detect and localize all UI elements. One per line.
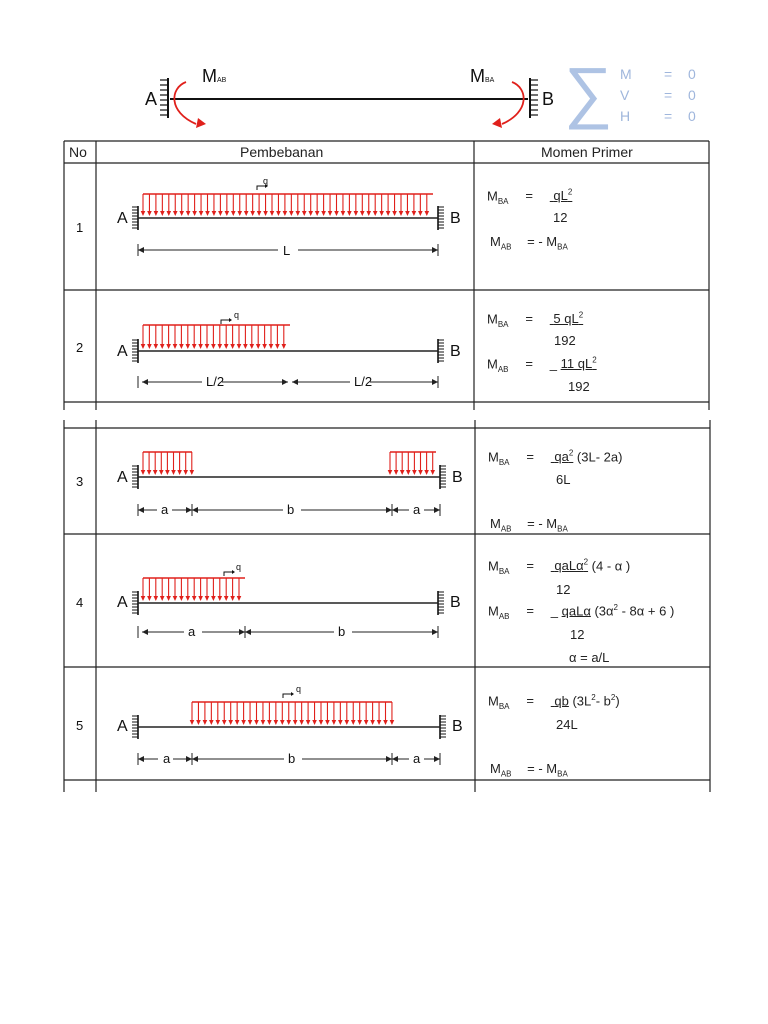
load-arrowhead — [141, 344, 146, 349]
load-arrowhead — [299, 720, 304, 725]
dimension-arrowhead — [192, 756, 198, 762]
load-arrowhead — [377, 720, 382, 725]
header-moment-ab: MAB — [202, 66, 227, 86]
load-arrowhead — [173, 596, 178, 601]
load-arrowhead — [424, 470, 429, 475]
formula-denominator: 6L — [556, 472, 571, 487]
load-arrowhead — [263, 211, 268, 216]
load-arrowhead — [400, 470, 405, 475]
load-arrowhead — [261, 720, 266, 725]
load-arrowhead — [405, 211, 410, 216]
load-arrowhead — [430, 470, 435, 475]
load-arrowhead — [154, 211, 159, 216]
load-arrowhead — [224, 596, 229, 601]
load-arrowhead — [270, 211, 275, 216]
load-arrowhead — [165, 470, 170, 475]
load-arrowhead — [192, 211, 197, 216]
load-arrowhead — [332, 720, 337, 725]
dimension-arrowhead — [432, 629, 438, 635]
beam-node-a: A — [117, 469, 128, 486]
formula-mab: $M_{AB}$ = - $M_{BA}$ — [490, 761, 568, 779]
load-arrowhead — [354, 211, 359, 216]
beam-node-b: B — [450, 210, 461, 227]
formula-mba: $M_{BA}$ = qb ($3L^2-$ $b^2$) — [488, 693, 620, 711]
header-node-b: B — [542, 89, 555, 109]
load-arrowhead — [231, 211, 236, 216]
load-arrowhead — [190, 720, 195, 725]
load-q-arrowhead — [291, 692, 294, 696]
load-arrowhead — [386, 211, 391, 216]
load-arrowhead — [186, 344, 191, 349]
load-arrowhead — [237, 344, 242, 349]
load-arrowhead — [211, 596, 216, 601]
load-arrowhead — [250, 344, 255, 349]
load-arrowhead — [153, 470, 158, 475]
load-arrowhead — [383, 720, 388, 725]
load-label: q — [236, 562, 242, 572]
load-arrowhead — [173, 211, 178, 216]
load-arrowhead — [244, 211, 249, 216]
beam-node-b: B — [452, 718, 463, 735]
load-arrowhead — [222, 720, 227, 725]
beam-node-a: A — [117, 718, 128, 735]
load-q-arrowhead — [232, 570, 235, 574]
load-arrowhead — [312, 720, 317, 725]
dimension-arrowhead — [434, 756, 440, 762]
load-arrowhead — [147, 344, 152, 349]
beam-node-b: B — [450, 343, 461, 360]
load-q-marker — [283, 694, 291, 698]
formula-mab: $M_{AB}$ = - $M_{BA}$ — [490, 516, 568, 534]
load-arrowhead — [418, 470, 423, 475]
dimension-arrowhead — [142, 379, 148, 385]
load-arrowhead — [237, 211, 242, 216]
load-arrowhead — [366, 211, 371, 216]
load-arrowhead — [274, 720, 279, 725]
load-arrowhead — [183, 470, 188, 475]
beam-node-a: A — [117, 343, 128, 360]
load-arrowhead — [230, 596, 235, 601]
load-arrowhead — [173, 344, 178, 349]
dimension-label: b — [288, 751, 296, 766]
load-arrowhead — [179, 596, 184, 601]
dimension-label: a — [161, 502, 169, 517]
load-arrowhead — [269, 344, 274, 349]
dimension-arrowhead — [434, 507, 440, 513]
formula-mab: $M_{AB}$ = _ qaLα ($3\alpha^2 - 8\alpha + 6$ ) — [488, 603, 675, 621]
dimension-label: b — [287, 502, 295, 517]
equilibrium-row: M = 0 — [620, 66, 696, 82]
load-arrowhead — [243, 344, 248, 349]
load-arrowhead — [212, 211, 217, 216]
load-arrowhead — [237, 596, 242, 601]
dimension-label: L/2 — [206, 374, 225, 389]
load-arrowhead — [205, 596, 210, 601]
formula-denominator: 24L — [556, 717, 578, 732]
load-arrowhead — [373, 211, 378, 216]
load-arrowhead — [296, 211, 301, 216]
load-arrowhead — [171, 470, 176, 475]
load-arrowhead — [228, 720, 233, 725]
load-arrowhead — [192, 596, 197, 601]
formula-mba: $M_{BA} = qa^2$ (3L- 2a) — [488, 449, 623, 467]
load-arrowhead — [179, 344, 184, 349]
load-arrowhead — [286, 720, 291, 725]
load-arrowhead — [345, 720, 350, 725]
load-arrowhead — [319, 720, 324, 725]
load-arrowhead — [190, 470, 195, 475]
load-arrowhead — [276, 211, 281, 216]
col-header-pembebanan: Pembebanan — [240, 144, 324, 160]
dimension-arrowhead — [392, 507, 398, 513]
equilibrium-row: H = 0 — [620, 108, 696, 124]
dimension-label: a — [188, 624, 196, 639]
load-arrowhead — [235, 720, 240, 725]
beam-node-b: B — [452, 469, 463, 486]
beam-node-b: B — [450, 594, 461, 611]
header-node-a: A — [145, 89, 158, 109]
row-number: 5 — [76, 718, 84, 733]
load-arrowhead — [166, 344, 171, 349]
beam-node-a: A — [117, 210, 128, 227]
load-arrowhead — [425, 211, 430, 216]
load-arrowhead — [186, 211, 191, 216]
load-arrowhead — [225, 211, 230, 216]
load-arrowhead — [154, 596, 159, 601]
load-arrowhead — [412, 470, 417, 475]
load-arrowhead — [262, 344, 267, 349]
load-arrowhead — [250, 211, 255, 216]
load-arrowhead — [321, 211, 326, 216]
load-arrowhead — [198, 344, 203, 349]
load-arrowhead — [283, 211, 288, 216]
load-arrowhead — [209, 720, 214, 725]
load-arrowhead — [280, 720, 285, 725]
load-arrowhead — [186, 596, 191, 601]
equilibrium-row: V = 0 — [620, 87, 696, 103]
beam-node-a: A — [117, 594, 128, 611]
load-arrowhead — [254, 720, 259, 725]
load-arrowhead — [347, 211, 352, 216]
formula-denominator: 12 — [570, 627, 585, 642]
load-arrowhead — [154, 344, 159, 349]
load-arrowhead — [160, 596, 165, 601]
dimension-arrowhead — [142, 629, 148, 635]
formula-denominator: 192 — [554, 333, 576, 348]
dimension-arrowhead — [138, 247, 144, 253]
load-arrowhead — [406, 470, 411, 475]
dimension-arrowhead — [392, 756, 398, 762]
load-arrowhead — [275, 344, 280, 349]
load-arrowhead — [293, 720, 298, 725]
formula-note: α = a/L — [569, 650, 610, 665]
load-arrowhead — [282, 344, 287, 349]
load-arrowhead — [205, 211, 210, 216]
row-number: 4 — [76, 595, 84, 610]
load-arrowhead — [141, 211, 146, 216]
load-arrowhead — [218, 596, 223, 601]
load-arrowhead — [315, 211, 320, 216]
load-arrowhead — [399, 211, 404, 216]
load-arrowhead — [211, 344, 216, 349]
sum-symbol: ∑ — [564, 54, 613, 130]
load-arrowhead — [141, 470, 146, 475]
load-arrowhead — [394, 470, 399, 475]
load-arrowhead — [230, 344, 235, 349]
load-arrowhead — [308, 211, 313, 216]
row-number: 3 — [76, 474, 84, 489]
load-arrowhead — [392, 211, 397, 216]
load-arrowhead — [147, 470, 152, 475]
header-moment-ba: MBA — [470, 66, 495, 86]
load-arrowhead — [160, 344, 165, 349]
load-arrowhead — [196, 720, 201, 725]
load-label: q — [296, 684, 302, 694]
load-arrowhead — [351, 720, 356, 725]
formula-denominator: 192 — [568, 379, 590, 394]
formula-mab: $M_{AB}$ = _ 11 $qL^2$ — [487, 356, 597, 374]
load-arrowhead — [357, 720, 362, 725]
load-arrowhead — [198, 596, 203, 601]
load-arrowhead — [203, 720, 208, 725]
load-arrowhead — [289, 211, 294, 216]
load-q-marker — [224, 572, 232, 576]
col-header-momen-primer: Momen Primer — [541, 144, 633, 160]
load-arrowhead — [167, 211, 172, 216]
load-arrowhead — [338, 720, 343, 725]
row-number: 2 — [76, 340, 84, 355]
dimension-label: a — [413, 502, 421, 517]
load-arrowhead — [248, 720, 253, 725]
load-arrowhead — [160, 211, 165, 216]
formula-denominator: 12 — [556, 582, 571, 597]
load-label: q — [234, 310, 240, 320]
load-arrowhead — [218, 344, 223, 349]
load-arrowhead — [241, 720, 246, 725]
formula-mba: $M_{BA} = qaL\alpha^2$ (4 - α ) — [488, 558, 631, 576]
load-arrowhead — [418, 211, 423, 216]
load-arrowhead — [412, 211, 417, 216]
load-arrowhead — [205, 344, 210, 349]
formula-mba: $M_{BA} = 5$ $qL^2$ — [487, 311, 584, 329]
dimension-arrowhead — [186, 507, 192, 513]
load-arrowhead — [306, 720, 311, 725]
load-arrowhead — [179, 211, 184, 216]
dimension-arrowhead — [245, 629, 251, 635]
load-arrowhead — [341, 211, 346, 216]
load-arrowhead — [141, 596, 146, 601]
dimension-arrowhead — [138, 756, 144, 762]
load-arrowhead — [334, 211, 339, 216]
dimension-arrowhead — [282, 379, 288, 385]
dimension-arrowhead — [386, 507, 392, 513]
dimension-label: L — [283, 243, 291, 258]
load-q-marker — [257, 186, 265, 190]
load-arrowhead — [364, 720, 369, 725]
formula-denominator: 12 — [553, 210, 568, 225]
load-label: q — [263, 176, 269, 186]
load-arrowhead — [257, 211, 262, 216]
dimension-label: L/2 — [354, 374, 373, 389]
load-arrowhead — [267, 720, 272, 725]
load-arrowhead — [360, 211, 365, 216]
dimension-label: a — [163, 751, 171, 766]
load-arrowhead — [177, 470, 182, 475]
load-arrowhead — [370, 720, 375, 725]
load-q-arrowhead — [229, 318, 232, 322]
load-arrowhead — [379, 211, 384, 216]
load-arrowhead — [216, 720, 221, 725]
formula-mba: $M_{BA} = qL^2$ — [487, 188, 573, 206]
load-arrowhead — [256, 344, 261, 349]
load-arrowhead — [388, 470, 393, 475]
load-arrowhead — [199, 211, 204, 216]
dimension-arrowhead — [239, 629, 245, 635]
load-arrowhead — [159, 470, 164, 475]
dimension-arrowhead — [138, 507, 144, 513]
load-arrowhead — [192, 344, 197, 349]
dimension-arrowhead — [432, 379, 438, 385]
dimension-arrowhead — [432, 247, 438, 253]
load-arrowhead — [328, 211, 333, 216]
dimension-arrowhead — [186, 756, 192, 762]
load-arrowhead — [302, 211, 307, 216]
formula-mab: $M_{AB}$ = - $M_{BA}$ — [490, 234, 568, 252]
load-arrowhead — [325, 720, 330, 725]
dimension-arrowhead — [292, 379, 298, 385]
dimension-label: a — [413, 751, 421, 766]
row-number: 1 — [76, 220, 84, 235]
load-arrowhead — [224, 344, 229, 349]
load-arrowhead — [166, 596, 171, 601]
dimension-arrowhead — [386, 756, 392, 762]
load-arrowhead — [390, 720, 395, 725]
load-q-marker — [221, 320, 229, 324]
load-arrowhead — [147, 596, 152, 601]
dimension-arrowhead — [192, 507, 198, 513]
dimension-label: b — [338, 624, 346, 639]
col-header-no: No — [69, 144, 87, 160]
load-arrowhead — [147, 211, 152, 216]
load-arrowhead — [218, 211, 223, 216]
